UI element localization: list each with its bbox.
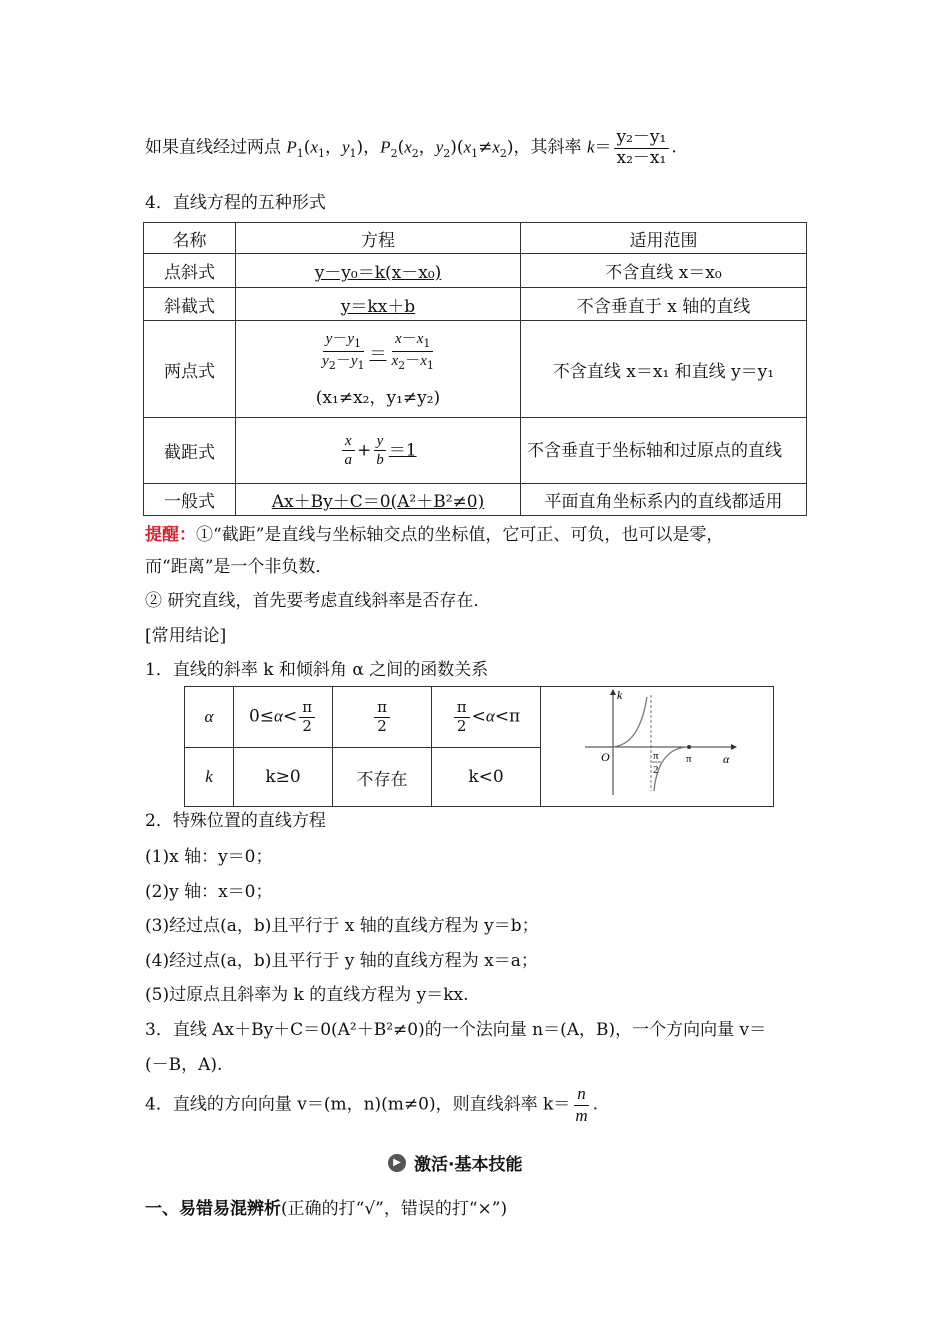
slope-fraction: $\frac{\text{y₂－y₁}}{\text{x₂－x₁}}$: [614, 128, 670, 168]
conclusion-2-title: 2．特殊位置的直线方程: [145, 811, 326, 831]
conclusions-title: [常用结论]: [145, 626, 227, 646]
list-item: (3)经过点(a，b)且平行于 x 轴的直线方程为 y＝b；: [145, 916, 539, 936]
list-item: (1)x 轴：y＝0；: [145, 847, 273, 867]
slope-curve-graph: [541, 687, 773, 801]
table-row: 斜截式 y＝kx＋b 不含垂直于 x 轴的直线: [144, 288, 807, 321]
reminder-line-2: 而“距离”是一个非负数．: [145, 557, 333, 577]
play-icon: ▶: [388, 1154, 406, 1172]
reminder-line-1: 提醒：①“截距”是直线与坐标轴交点的坐标值，它可正、可负，也可以是零，: [145, 525, 724, 545]
header-equation: 方程: [236, 223, 521, 254]
intercept-equation: $\frac{x}{a}$ + $\frac{y}{b}$ ＝1: [236, 418, 521, 484]
slope-formula-line: 如果直线经过两点 $P_1(x_1$，$y_1$)，$P_2(x_2$，$y_2)(x_1\ne x_2)$，其斜率 k＝ $\frac{\text{y₂－y₁}}{\text{x₂－x₁}}$ .: [145, 127, 677, 168]
table-row: 点斜式 y－y₀＝k(x－x₀) 不含直线 x＝x₀: [144, 254, 807, 288]
svg-text:O: O: [601, 750, 610, 764]
line-forms-table: [143, 222, 807, 516]
table-row: 截距式 $\frac{x}{a}$ + $\frac{y}{b}$ ＝1 不含垂直于坐标轴和过原点的直线: [144, 418, 807, 484]
list-item: (4)经过点(a，b)且平行于 y 轴的直线方程为 x＝a；: [145, 951, 538, 971]
header-name: 名称: [144, 223, 236, 254]
list-item: (2)y 轴：x＝0；: [145, 882, 273, 902]
header-range: 适用范围: [521, 223, 807, 254]
table-row: 两点式 $\frac{y-y_1}{y_2-y_1}$ ＝ $\frac{x-x_1}{x_2-x_1}$ (x₁≠x₂，y₁≠y₂) 不含直线 x＝x₁ 和直线 y＝y₁: [144, 321, 807, 418]
list-item: (5)过原点且斜率为 k 的直线方程为 y＝kx.: [145, 985, 469, 1005]
svg-text:π: π: [653, 750, 659, 762]
conclusion-1-title: 1．直线的斜率 k 和倾斜角 α 之间的函数关系: [145, 660, 489, 680]
activate-section-heading: ▶ 激活·基本技能: [388, 1150, 522, 1175]
svg-text:π: π: [686, 753, 692, 765]
conclusion-3-line-1: 3．直线 Ax＋By＋C＝0(A²＋B²≠0)的一个法向量 n＝(A，B)，一个方向向量 v＝: [145, 1020, 767, 1040]
conclusion-4: 4．直线的方向向量 v＝(m，n)(m≠0)，则直线斜率 k＝ $\frac{n}{m}$ .: [145, 1084, 598, 1125]
point-slope-equation: y－y₀＝k(x－x₀): [236, 254, 521, 288]
table-header-row: [144, 223, 807, 254]
table-row: 一般式 Ax＋By＋C＝0(A²＋B²≠0) 平面直角坐标系内的直线都适用: [144, 484, 807, 516]
svg-text:α: α: [723, 752, 730, 766]
svg-text:k: k: [617, 688, 623, 702]
exercise-heading: 一、易错易混辨析(正确的打“√”，错误的打“×”): [145, 1199, 508, 1219]
slope-graph: [541, 687, 774, 807]
two-point-equation: $\frac{y-y_1}{y_2-y_1}$ ＝ $\frac{x-x_1}{x_2-x_1}$ (x₁≠x₂，y₁≠y₂): [236, 321, 521, 418]
svg-text:2: 2: [653, 764, 659, 776]
reminder-line-3: ② 研究直线，首先要考虑直线斜率是否存在．: [145, 591, 491, 611]
section-title-forms: 4．直线方程的五种形式: [145, 193, 326, 213]
slope-angle-table: α 0≤α< $\frac{\pi}{2}$ $\frac{\pi}{2}$ $\frac{\pi}{2}$ <α<π k α O π 2 π k k≥0 不存在 k<0: [184, 686, 774, 807]
conclusion-3-line-2: (－B，A).: [145, 1055, 223, 1075]
